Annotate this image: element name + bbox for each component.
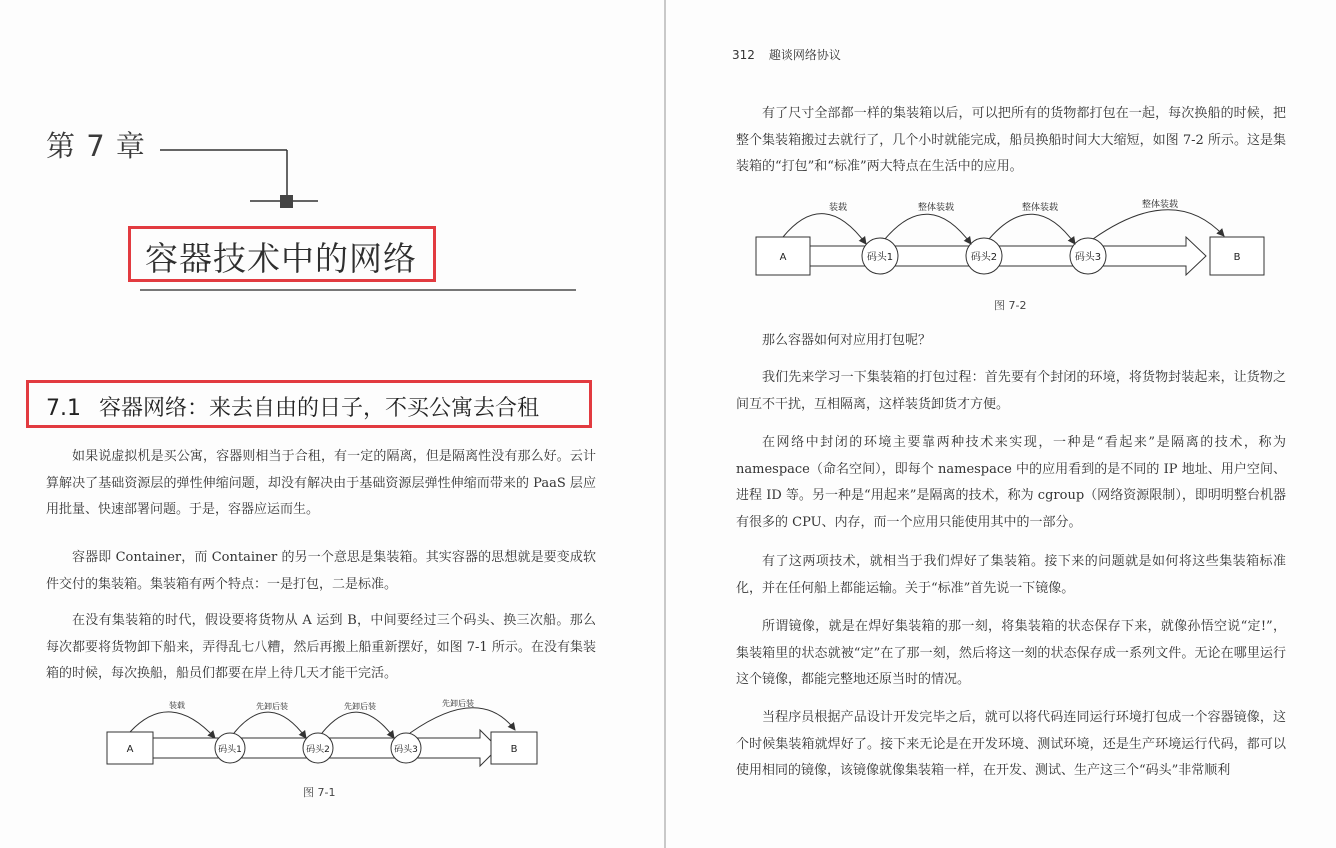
dock-label: 码头2 (970, 252, 998, 263)
arc-arrow (885, 214, 971, 244)
dock-label: 码头3 (1074, 252, 1102, 263)
arc-label: 整体装载 (1141, 200, 1179, 210)
arc-label: 整体装载 (1021, 203, 1059, 213)
chapter-label: 第 7 章 (46, 129, 146, 163)
arc-label: 整体装载 (917, 203, 955, 213)
paragraph: 当程序员根据产品设计开发完毕之后，就可以将代码连同运行环境打包成一个容器镜像，这个时候集装箱就焊好了。接下来无论是在开发环境、测试环境，还是生产环境运行代码，都可以使用相同的镜像，该镜像就像集装箱一样，在开发、测试、生产这三个“码头”非常顺利 (736, 710, 1286, 778)
right-page (666, 0, 1336, 848)
origin-label: A (126, 744, 134, 755)
arc-arrow (322, 712, 394, 738)
section-title-text: 容器网络：来去自由的日子，不买公寓去合租 (99, 396, 540, 421)
book-title: 趣谈网络协议 (768, 48, 841, 62)
left-page (0, 0, 664, 848)
chapter-title: 容器技术中的网络 (145, 239, 417, 278)
paragraph: 那么容器如何对应用打包呢？ (762, 333, 932, 348)
figure-7-2 (754, 192, 1269, 287)
arc-arrow (1093, 210, 1224, 239)
dock-label: 码头1 (218, 745, 242, 755)
paragraph: 有了尺寸全部都一样的集装箱以后，可以把所有的货物都打包在一起，每次换船的时候，把整个集装箱搬过去就行了，几个小时就能完成，船员换船时间大大缩短，如图 7-2 所示。这是集装箱的“打包”和“标准”两大特点在生活中的应用。 (736, 106, 1286, 174)
figure-7-1 (100, 694, 550, 774)
title-underline (140, 289, 576, 291)
arc-arrow (989, 214, 1075, 244)
arc-label: 先卸后装 (256, 702, 288, 711)
paragraph: 容器即 Container，而 Container 的另一个意思是集装箱。其实容器的思想就是要变成软件交付的集装箱。集装箱有两个特点：一是打包，二是标准。 (46, 550, 596, 592)
arc-arrow (410, 708, 515, 733)
paragraph: 所谓镜像，就是在焊好集装箱的那一刻，将集装箱的状态保存下来，就像孙悟空说“定!”，集装箱里的状态就被“定”在了那一刻，然后将这一刻的状态保存成一系列文件。无论在哪里运行这个镜像，都能完整地还原当时的情况。 (736, 619, 1286, 687)
running-header (732, 46, 855, 63)
destination-label: B (510, 744, 518, 755)
paragraph: 在网络中封闭的环境主要靠两种技术来实现，一种是“看起来”是隔离的技术，称为 namespace（命名空间），即每个 namespace 中的应用看到的是不同的 IP 地址、用户空间、进程 ID 等。另一种是“用起来”是隔离的技术，称为 cgroup（网络资源限制），即明明整台机器有很多的 CPU、内存，而一个应用只能使用其中的一部分。 (736, 435, 1286, 530)
paragraph: 如果说虚拟机是买公寓，容器则相当于合租，有一定的隔离，但是隔离性没有那么好。云计算解决了基础资源层的弹性伸缩问题，却没有解决由于基础资源层弹性伸缩而带来的 PaaS 层应用批量、快速部署问题。于是，容器应运而生。 (46, 449, 596, 517)
arc-arrow (234, 712, 306, 738)
paragraph: 有了这两项技术，就相当于我们焊好了集装箱。接下来的问题就是如何将这些集装箱标准化，并在任何船上都能运输。关于“标准”首先说一下镜像。 (736, 554, 1286, 596)
figure-caption: 图 7-2 (994, 299, 1027, 312)
paragraph: 在没有集装箱的时代，假设要将货物从 A 运到 B，中间要经过三个码头、换三次船。那么每次都要将货物卸下船来，弄得乱七八糟，然后再搬上船重新摆好，如图 7-1 所示。在没有集装箱的时候，每次换船，船员们都要在岸上待几天才能干完活。 (46, 613, 596, 681)
figure-caption: 图 7-1 (303, 786, 336, 799)
dock-label: 码头1 (866, 252, 894, 263)
dock-label: 码头2 (306, 745, 330, 755)
destination-label: B (1233, 252, 1241, 263)
arc-label: 先卸后装 (442, 699, 474, 708)
dock-label: 码头3 (394, 745, 418, 755)
section-number: 7.1 (46, 396, 81, 421)
arc-label: 先卸后装 (344, 702, 376, 711)
section-title (46, 391, 539, 422)
paragraph: 我们先来学习一下集装箱的打包过程：首先要有个封闭的环境，将货物封装起来，让货物之间互不干扰，互相隔离，这样装货卸货才方便。 (736, 370, 1286, 412)
origin-label: A (779, 252, 787, 263)
arc-label: 装载 (828, 203, 848, 213)
chapter-connector-decoration (150, 140, 330, 210)
arc-label: 装载 (169, 701, 185, 710)
page-number: 312 (732, 48, 755, 62)
